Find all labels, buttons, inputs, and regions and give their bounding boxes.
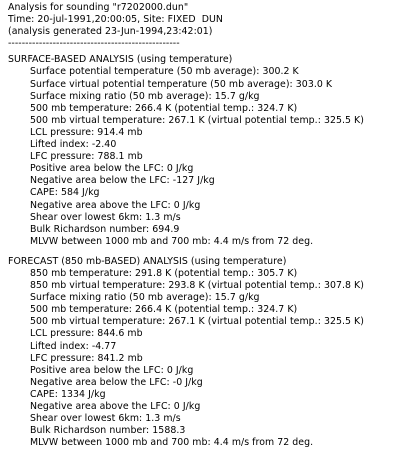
forecast-line-13: Shear over lowest 6km: 1.3 m/s — [30, 413, 181, 425]
forecast-line-12: Negative area above the LFC: 0 J/kg — [30, 401, 201, 412]
spacer — [8, 248, 418, 256]
forecast-line-14: Bulk Richardson number: 1588.3 — [30, 425, 186, 437]
report-title: Analysis for sounding "r7202000.dun" — [8, 2, 189, 13]
surface-line-9: Positive area below the LFC: 0 J/kg — [30, 163, 194, 175]
surface-line-11: CAPE: 584 J/kg — [30, 187, 100, 199]
forecast-line-3: Surface mixing ratio (50 mb average): 15.7 g/kg — [30, 292, 260, 304]
forecast-line-4: 500 mb temperature: 266.4 K (potential temp.: 324.7 K) — [30, 304, 298, 316]
forecast-line-15: MLVW between 1000 mb and 700 mb: 4.4 m/s from 72 deg. — [30, 437, 314, 449]
report-time-site: Time: 20-jul-1991,20:00:05, Site: FIXED DUN — [8, 14, 223, 26]
forecast-line-6: LCL pressure: 844.6 mb — [30, 328, 143, 340]
surface-line-3: Surface mixing ratio (50 mb average): 15.7 g/kg — [30, 90, 260, 102]
surface-line-5: 500 mb virtual temperature: 267.1 K (virtual potential temp.: 325.5 K) — [30, 114, 364, 126]
surface-line-2: Surface virtual potential temperature (50 mb average): 303.0 K — [30, 78, 333, 90]
sounding-analysis-report — [8, 2, 418, 449]
report-generated-time: (analysis generated 23-Jun-1994,23:42:01) — [8, 26, 213, 38]
surface-line-14: Bulk Richardson number: 694.9 — [30, 223, 180, 235]
forecast-line-7: Lifted index: -4.77 — [30, 340, 117, 352]
surface-analysis-heading: SURFACE-BASED ANALYSIS (using temperature) — [8, 54, 233, 66]
report-separator: -------------------------------------------------- — [8, 38, 180, 50]
forecast-line-1: 850 mb temperature: 291.8 K (potential temp.: 305.7 K) — [30, 267, 298, 279]
surface-line-10: Negative area below the LFC: -127 J/kg — [30, 175, 215, 187]
surface-line-15: MLVW between 1000 mb and 700 mb: 4.4 m/s from 72 deg. — [30, 235, 314, 247]
surface-line-1: Surface potential temperature (50 mb average): 300.2 K — [30, 66, 299, 78]
forecast-line-11: CAPE: 1334 J/kg — [30, 388, 106, 400]
forecast-line-8: LFC pressure: 841.2 mb — [30, 352, 143, 364]
surface-line-8: LFC pressure: 788.1 mb — [30, 151, 143, 163]
forecast-line-5: 500 mb virtual temperature: 267.1 K (virtual potential temp.: 325.5 K) — [30, 316, 364, 328]
surface-line-12: Negative area above the LFC: 0 J/kg — [30, 199, 201, 211]
forecast-analysis-heading: FORECAST (850 mb-BASED) ANALYSIS (using temperature) — [8, 255, 287, 267]
surface-line-7: Lifted index: -2.40 — [30, 139, 117, 151]
forecast-line-9: Positive area below the LFC: 0 J/kg — [30, 364, 194, 376]
forecast-line-10: Negative area below the LFC: -0 J/kg — [30, 376, 203, 388]
surface-line-4: 500 mb temperature: 266.4 K (potential temp.: 324.7 K) — [30, 102, 298, 114]
forecast-line-2: 850 mb virtual temperature: 293.8 K (virtual potential temp.: 307.8 K) — [30, 280, 364, 292]
surface-line-6: LCL pressure: 914.4 mb — [30, 126, 143, 138]
surface-line-13: Shear over lowest 6km: 1.3 m/s — [30, 211, 181, 223]
